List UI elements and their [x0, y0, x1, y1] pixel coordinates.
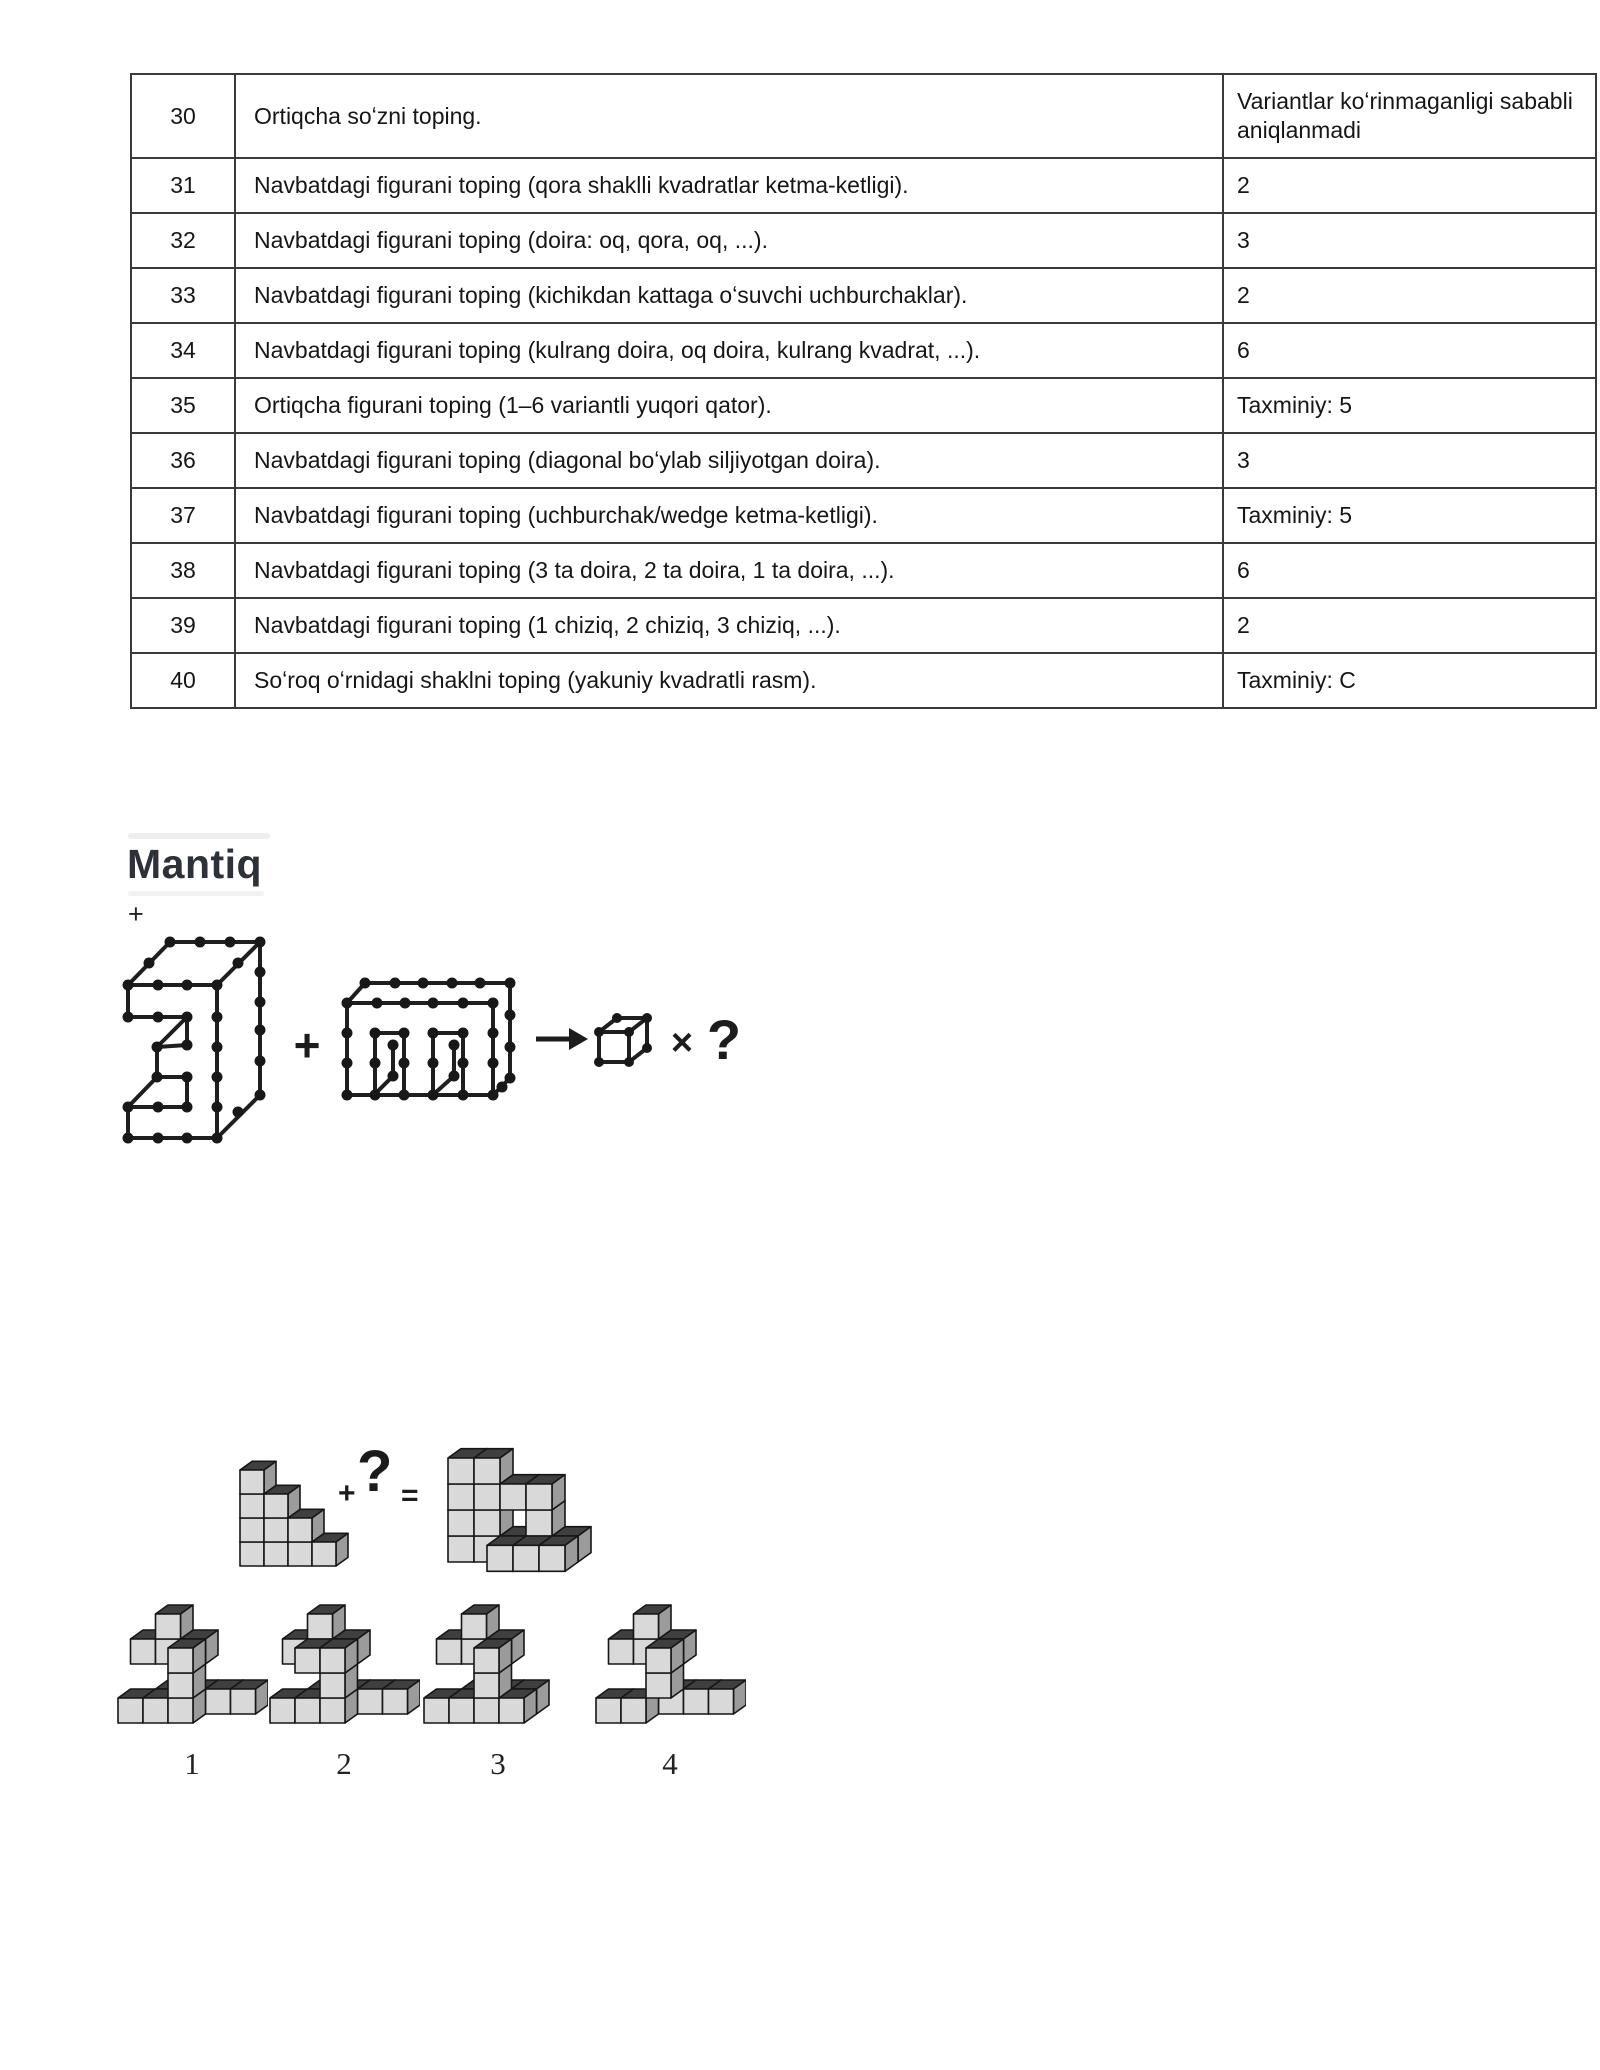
table-row [131, 653, 1596, 708]
dot-m-figure [342, 978, 516, 1101]
dot-vertices [342, 978, 516, 1101]
table-row [131, 488, 1596, 543]
results-table [130, 73, 1597, 709]
row-number-cell: 38 [131, 543, 235, 598]
answer-cell: Taxminiy: 5 [1223, 488, 1596, 543]
question-cell: Soʻroq oʻrnidagi shaklni toping (yakuniy kvadratli rasm). [235, 653, 1223, 708]
cube-option-figure [116, 1585, 268, 1735]
question-cell: Navbatdagi figurani toping (3 ta doira, 2 ta doira, 1 ta doira, ...). [235, 543, 1223, 598]
row-number-cell: 33 [131, 268, 235, 323]
question-mark: ? [357, 1439, 393, 1504]
question-cell: Navbatdagi figurani toping (1 chiziq, 2 chiziq, 3 chiziq, ...). [235, 598, 1223, 653]
question-cell: Navbatdagi figurani toping (kulrang doira, oq doira, kulrang kvadrat, ...). [235, 323, 1223, 378]
question-cell: Navbatdagi figurani toping (doira: oq, qora, oq, ...). [235, 213, 1223, 268]
answer-cell: 6 [1223, 543, 1596, 598]
table-row [131, 598, 1596, 653]
cube-option-figure [422, 1585, 574, 1735]
row-number-cell: 35 [131, 378, 235, 433]
plus-operator: + [338, 1477, 356, 1510]
option-label: 1 [184, 1746, 200, 1781]
answer-option-1[interactable] [116, 1585, 268, 1782]
answer-cell: 3 [1223, 213, 1596, 268]
row-number-cell: 32 [131, 213, 235, 268]
answer-cell: 6 [1223, 323, 1596, 378]
dot-puzzle-figure [108, 928, 758, 1178]
section-title: Mantiq [127, 841, 263, 887]
row-number-cell: 36 [131, 433, 235, 488]
table-row [131, 323, 1596, 378]
option-label: 2 [336, 1746, 352, 1781]
row-number-cell: 34 [131, 323, 235, 378]
row-number-cell: 39 [131, 598, 235, 653]
answer-cell: Variantlar koʻrinmaganligi sababli aniqlanmadi [1223, 74, 1596, 158]
question-cell: Navbatdagi figurani toping (uchburchak/wedge ketma-ketligi). [235, 488, 1223, 543]
plus-symbol: + [293, 1019, 321, 1071]
arrow-right-icon [536, 1028, 588, 1050]
dot-cube-figure [594, 1013, 652, 1067]
answer-cell: 3 [1223, 433, 1596, 488]
table-row [131, 268, 1596, 323]
answer-option-3[interactable] [422, 1585, 574, 1782]
row-number-cell: 40 [131, 653, 235, 708]
question-cell: Navbatdagi figurani toping (kichikdan kattaga oʻsuvchi uchburchaklar). [235, 268, 1223, 323]
question-cell: Navbatdagi figurani toping (qora shaklli kvadratlar ketma-ketligi). [235, 158, 1223, 213]
answer-cell: Taxminiy: 5 [1223, 378, 1596, 433]
answer-cell: 2 [1223, 158, 1596, 213]
question-cell: Ortiqcha soʻzni toping. [235, 74, 1223, 158]
row-number-cell: 30 [131, 74, 235, 158]
option-label: 4 [662, 1746, 678, 1781]
table-row [131, 74, 1596, 158]
answer-option-4[interactable] [594, 1585, 746, 1782]
cube-option-figure [594, 1585, 746, 1735]
answer-cell: 2 [1223, 268, 1596, 323]
cube-option-figure [268, 1585, 420, 1735]
question-cell: Navbatdagi figurani toping (diagonal boʻylab siljiyotgan doira). [235, 433, 1223, 488]
table-row [131, 433, 1596, 488]
table-row [131, 378, 1596, 433]
row-number-cell: 31 [131, 158, 235, 213]
question-symbol: ? [706, 1008, 742, 1071]
answer-cell: 2 [1223, 598, 1596, 653]
plus-annotation: + [128, 899, 144, 929]
divider-bar [128, 891, 264, 896]
table-row [131, 213, 1596, 268]
answer-cell: Taxminiy: C [1223, 653, 1596, 708]
times-symbol: × [670, 1022, 694, 1064]
option-label: 3 [490, 1746, 506, 1781]
divider-bar [128, 833, 270, 839]
question-cell: Ortiqcha figurani toping (1–6 variantli yuqori qator). [235, 378, 1223, 433]
dot-prism-figure [123, 937, 266, 1144]
row-number-cell: 37 [131, 488, 235, 543]
table-row [131, 158, 1596, 213]
table-row [131, 543, 1596, 598]
answer-option-2[interactable] [268, 1585, 420, 1782]
cube-figure-result [428, 1412, 633, 1587]
equals-operator: = [401, 1479, 419, 1512]
